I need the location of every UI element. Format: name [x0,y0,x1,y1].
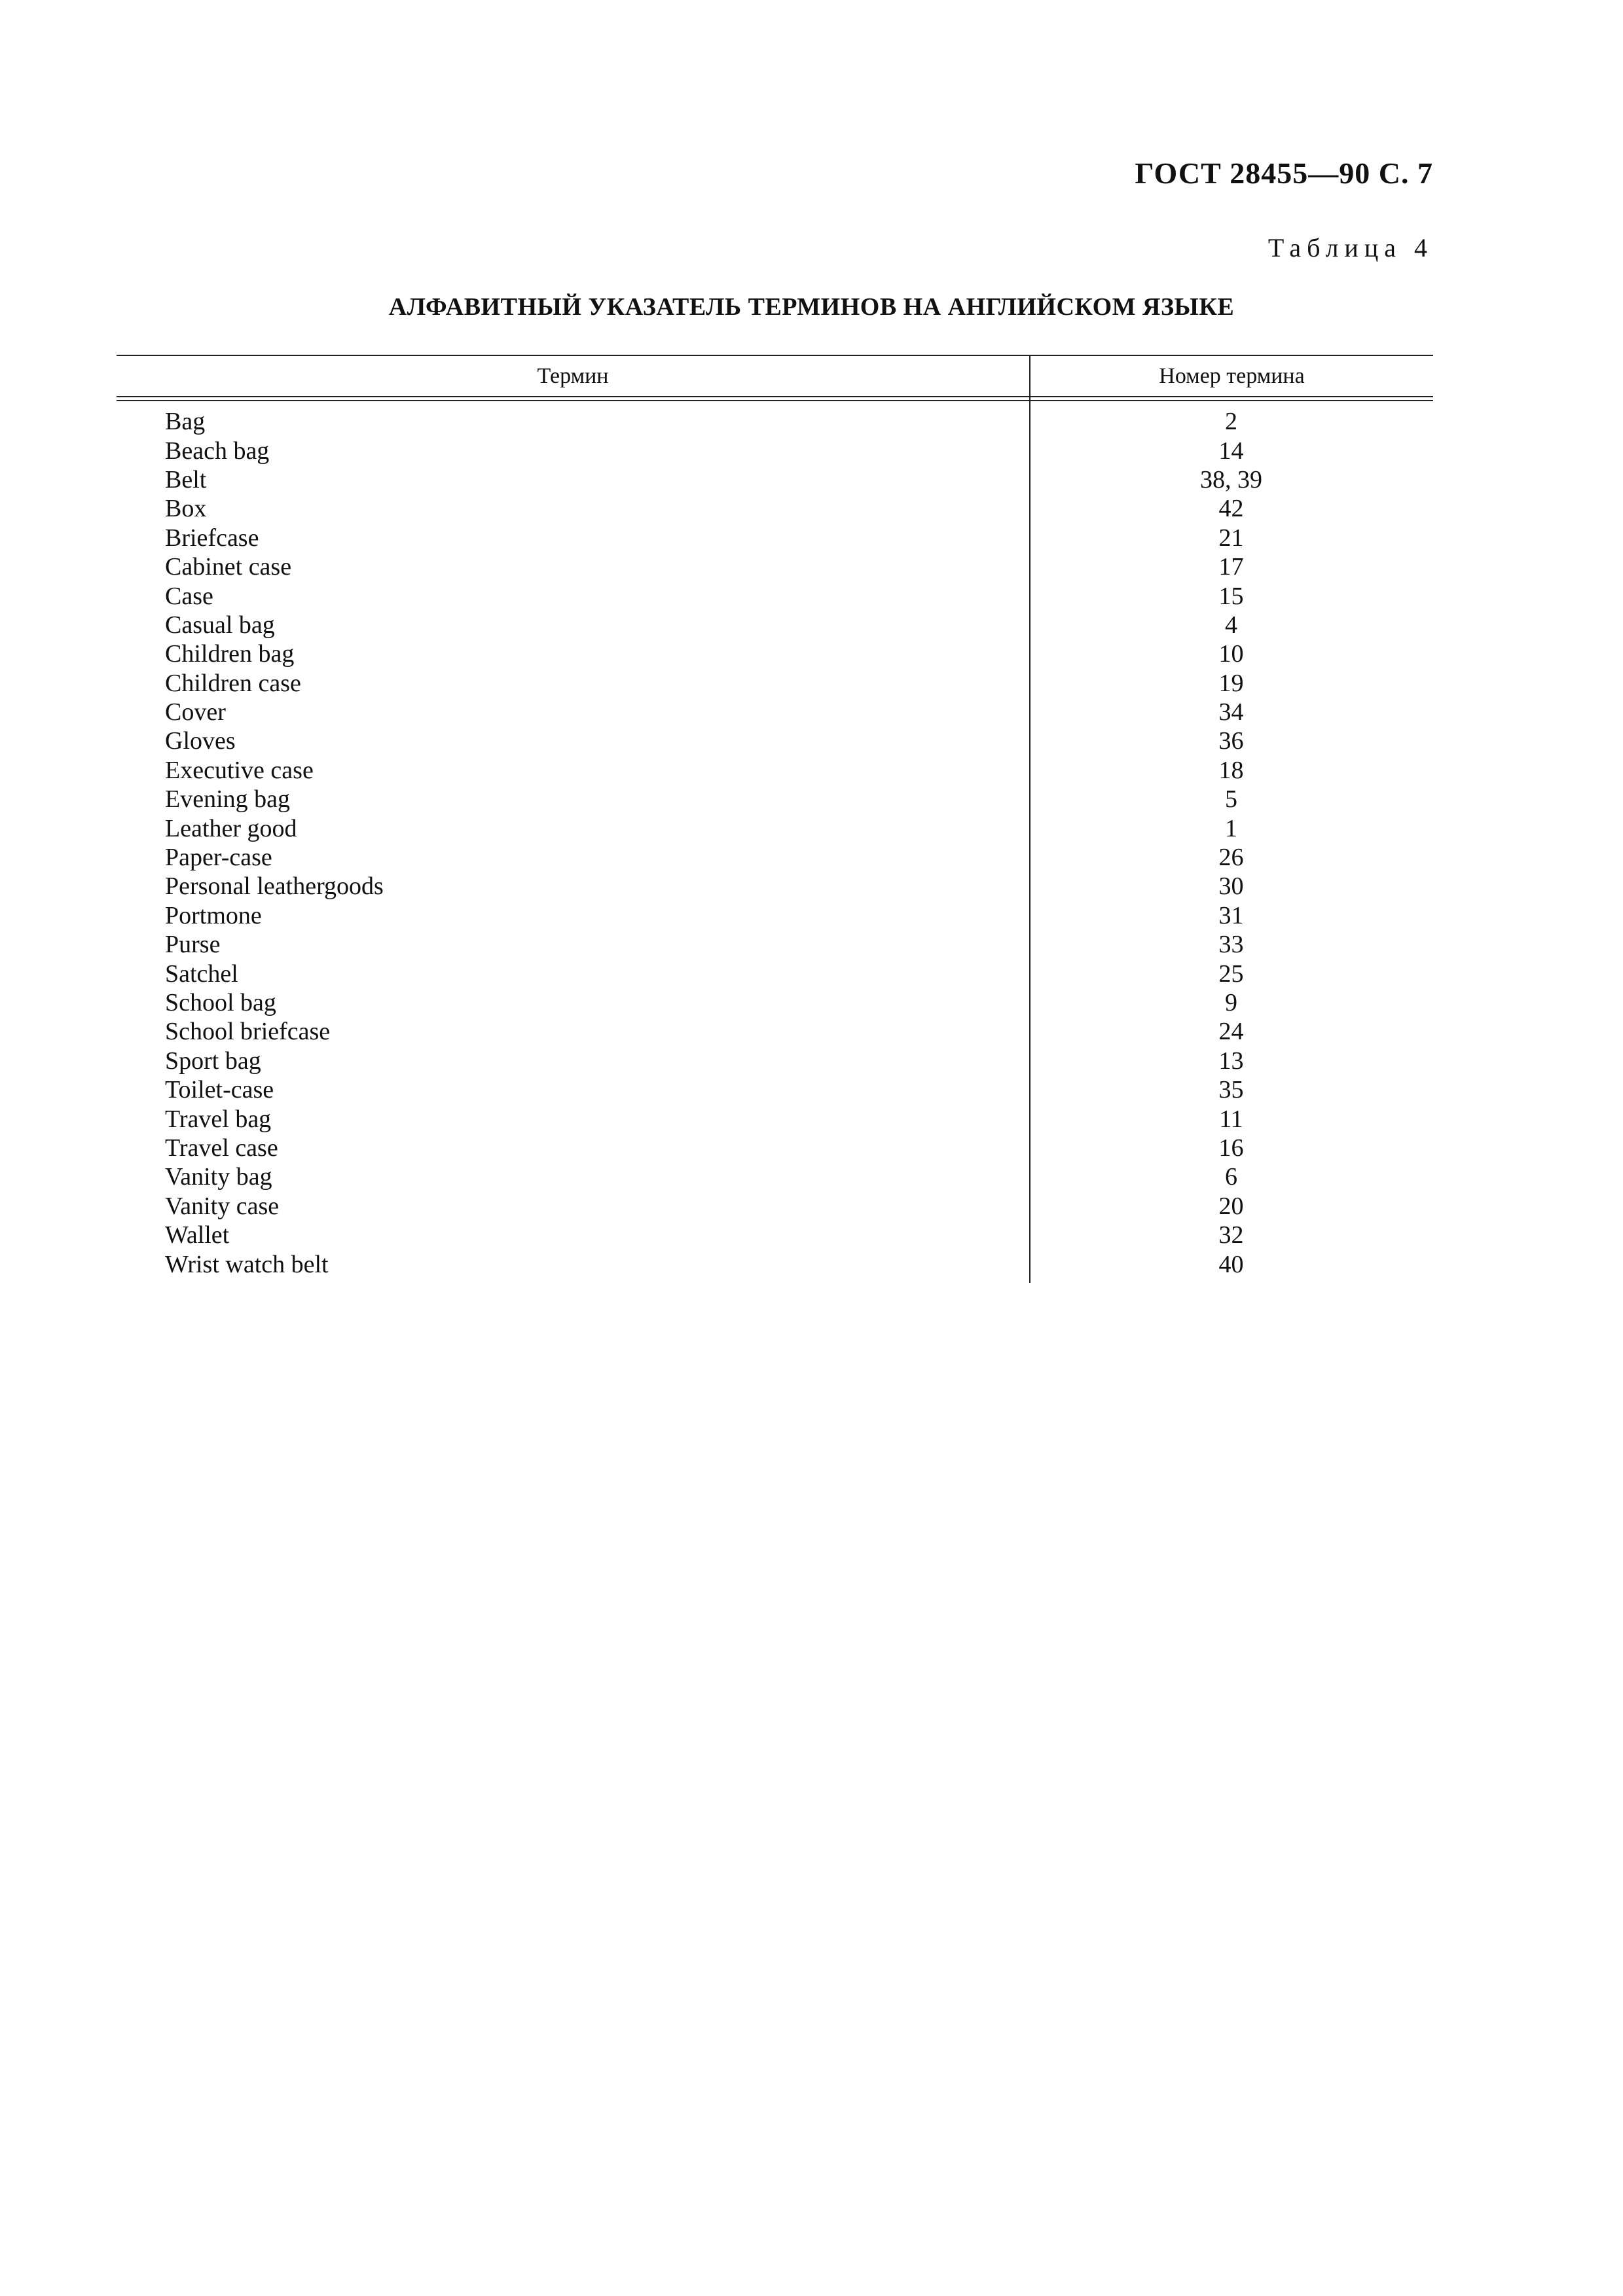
table-row [117,1075,1433,1104]
term-cell: Travel case [165,1134,278,1162]
table-row [117,930,1433,959]
table-row [117,581,1433,610]
table-row [117,1221,1433,1249]
table-row [117,639,1433,668]
term-number-cell: 18 [1218,756,1244,784]
term-cell: Portmone [165,901,262,929]
term-number-cell: 6 [1225,1163,1237,1191]
term-cell: Bag [165,408,206,436]
table-row [117,669,1433,698]
term-number-cell: 9 [1225,989,1237,1016]
term-cell: Travel bag [165,1105,272,1133]
table-row [117,901,1433,930]
term-number-cell: 36 [1218,727,1244,755]
table-body [117,407,1433,1279]
column-header-number: Номер термина [1159,364,1305,388]
term-cell: Satchel [165,960,238,988]
term-number-cell: 35 [1218,1076,1244,1104]
term-cell: Children bag [165,640,295,668]
column-header-term: Термин [537,364,609,388]
term-number-cell: 32 [1218,1221,1244,1249]
term-number-cell: 30 [1218,872,1244,901]
table-row [117,726,1433,755]
term-cell: School briefcase [165,1018,331,1046]
term-cell: Vanity case [165,1192,280,1220]
table-row [117,611,1433,639]
term-cell: Cabinet case [165,553,292,581]
term-number-cell: 33 [1218,931,1244,959]
term-number-cell: 31 [1218,901,1244,929]
term-cell: School bag [165,989,276,1016]
term-cell: Leather good [165,814,297,842]
terms-table [117,355,1433,1283]
table-row [117,814,1433,842]
term-cell: Paper-case [165,844,272,872]
term-cell: Belt [165,465,207,493]
term-number-cell: 14 [1218,437,1244,465]
term-cell: Beach bag [165,437,270,465]
table-top-rule [117,355,1433,356]
table-row [117,1017,1433,1046]
table-row [117,988,1433,1017]
term-cell: Personal leathergoods [165,872,384,901]
term-number-cell: 20 [1218,1192,1244,1220]
table-row [117,1162,1433,1191]
term-number-cell: 34 [1218,698,1244,726]
term-number-cell: 21 [1218,524,1244,552]
table-row [117,843,1433,872]
term-cell: Toilet-case [165,1076,274,1104]
table-row [117,552,1433,581]
table-label: Таблица 4 [1267,233,1433,262]
table-row [117,1104,1433,1133]
term-cell: Case [165,582,213,610]
term-cell: Wrist watch belt [165,1250,329,1278]
term-cell: Gloves [165,727,236,755]
term-number-cell: 13 [1218,1047,1244,1075]
term-number-cell: 26 [1218,844,1244,872]
term-cell: Children case [165,669,301,697]
term-cell: Cover [165,698,226,726]
table-row [117,1134,1433,1162]
table-row [117,407,1433,436]
term-number-cell: 2 [1225,408,1237,436]
term-number-cell: 15 [1218,582,1244,610]
table-row [117,436,1433,465]
term-cell: Evening bag [165,785,291,814]
table-row [117,785,1433,814]
term-cell: Purse [165,931,221,959]
page-header-code: ГОСТ 28455—90 С. 7 [1135,156,1433,190]
term-number-cell: 38, 39 [1200,465,1262,493]
term-number-cell: 4 [1225,611,1237,639]
table-row [117,959,1433,988]
term-number-cell: 25 [1218,960,1244,988]
table-row [117,1249,1433,1278]
table-title: АЛФАВИТНЫЙ УКАЗАТЕЛЬ ТЕРМИНОВ НА АНГЛИЙСКОМ ЯЗЫКЕ [388,293,1235,321]
term-number-cell: 19 [1218,669,1244,697]
term-number-cell: 1 [1225,814,1237,842]
header-bottom-rule [117,396,1433,397]
term-cell: Briefcase [165,524,259,552]
term-cell: Wallet [165,1221,230,1249]
term-number-cell: 24 [1218,1018,1244,1046]
term-cell: Casual bag [165,611,275,639]
term-number-cell: 11 [1219,1105,1243,1133]
term-number-cell: 42 [1218,495,1244,523]
term-number-cell: 5 [1225,785,1237,814]
term-number-cell: 16 [1218,1134,1244,1162]
term-number-cell: 17 [1218,553,1244,581]
table-row [117,524,1433,552]
term-number-cell: 40 [1218,1250,1244,1278]
table-row [117,1192,1433,1221]
header-bottom-rule-double [117,400,1433,401]
term-cell: Executive case [165,756,314,784]
term-number-cell: 10 [1218,640,1244,668]
table-row [117,1047,1433,1075]
term-cell: Box [165,495,207,523]
table-row [117,465,1433,494]
table-row [117,698,1433,726]
table-row [117,494,1433,523]
table-row [117,756,1433,785]
table-row [117,872,1433,901]
term-cell: Sport bag [165,1047,261,1075]
term-cell: Vanity bag [165,1163,272,1191]
